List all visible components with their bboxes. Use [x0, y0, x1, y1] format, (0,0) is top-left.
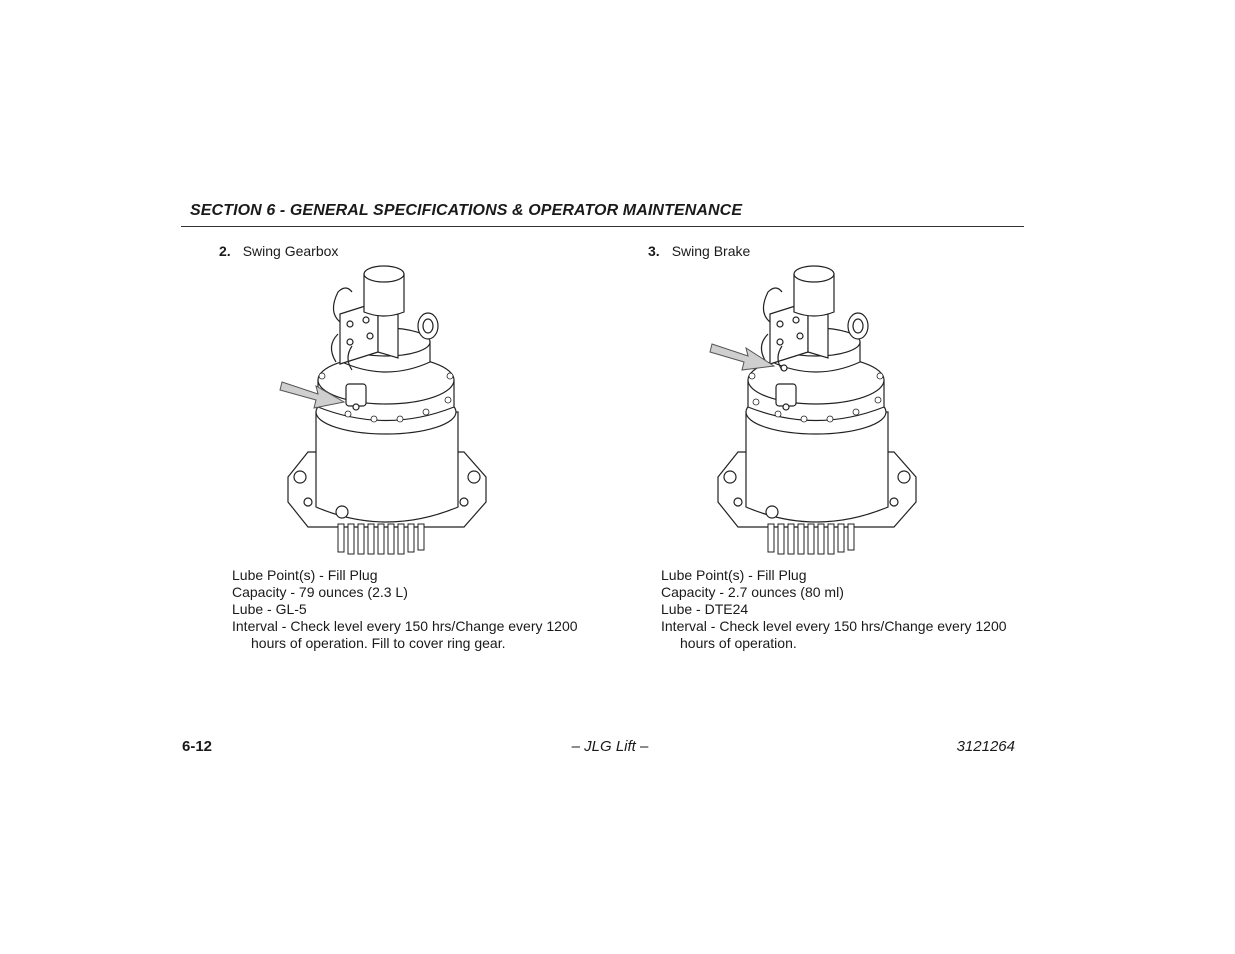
spec-line: Interval - Check level every 150 hrs/Change every 1200: [661, 618, 1007, 634]
spec-line: Capacity - 79 ounces (2.3 L): [232, 584, 408, 600]
swing-gearbox-specs: [232, 567, 602, 652]
item-title: Swing Brake: [671, 243, 751, 259]
spec-line: Lube - GL-5: [232, 601, 307, 617]
section-header: SECTION 6 - GENERAL SPECIFICATIONS & OPERATOR MAINTENANCE: [190, 202, 743, 219]
footer-brand: – JLG Lift –: [571, 738, 649, 755]
spec-line: Lube Point(s) - Fill Plug: [232, 567, 378, 583]
item-swing-gearbox-heading: [219, 243, 338, 259]
spec-continuation: hours of operation. Fill to cover ring gear.: [251, 635, 506, 651]
spec-line: Lube Point(s) - Fill Plug: [661, 567, 807, 583]
spec-line: Interval - Check level every 150 hrs/Change every 1200: [232, 618, 578, 634]
swing-brake-specs: [661, 567, 1031, 652]
document-number: 3121264: [956, 738, 1015, 755]
spec-line: Lube - DTE24: [661, 601, 749, 617]
swing-gearbox-illustration: [278, 262, 494, 558]
spec-line: Capacity - 2.7 ounces (80 ml): [661, 584, 844, 600]
header-rule: [181, 226, 1024, 227]
item-swing-brake-heading: [648, 243, 750, 259]
page-number: 6-12: [182, 738, 213, 755]
spec-continuation: hours of operation.: [680, 635, 797, 651]
item-title: Swing Gearbox: [242, 243, 339, 259]
item-number: 3.: [648, 243, 660, 259]
swing-brake-illustration: [708, 262, 924, 558]
item-number: 2.: [219, 243, 231, 259]
